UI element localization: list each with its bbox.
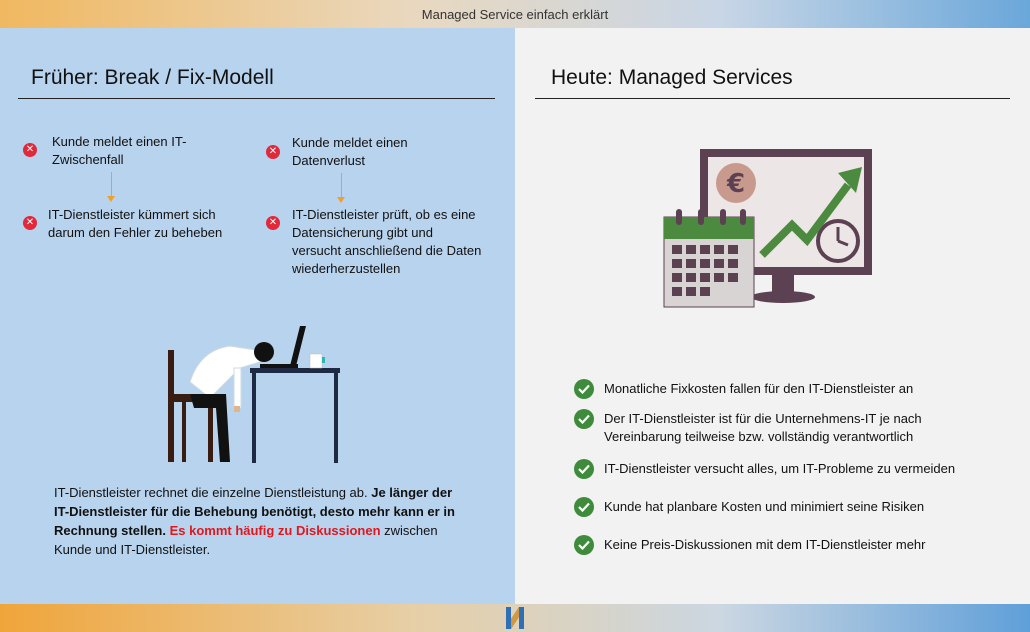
left-divider: [18, 98, 495, 99]
check-icon: [574, 409, 594, 429]
col2-item1: Kunde meldet einen Datenverlust: [292, 135, 408, 168]
check-icon: [574, 497, 594, 517]
check-icon: [574, 379, 594, 399]
arrow-down-icon: [341, 173, 342, 197]
right-divider: [535, 98, 1010, 99]
x-icon: ✕: [266, 216, 280, 230]
col2-item2: IT-Dienstleister prüft, ob es eine Datensicherung gibt und versucht anschließend die Daten wiederherzustellen: [292, 207, 482, 276]
check-item-5: Keine Preis-Diskussionen mit dem IT-Dienstleister mehr: [604, 537, 926, 552]
desc-bold: Je länger der IT-Dienstleister für die Behebung benötigt, desto mehr kann er in Rechnung stellen.: [54, 485, 455, 538]
col1-item1: Kunde meldet einen IT-Zwischenfall: [52, 134, 187, 167]
arrowhead-icon: [337, 197, 345, 203]
col1-item2: IT-Dienstleister kümmert sich darum den Fehler zu beheben: [48, 207, 223, 240]
left-heading: Früher: Break / Fix-Modell: [31, 66, 274, 89]
frustrated-worker-illustration: [160, 322, 340, 467]
monitor-calendar-illustration: [662, 145, 882, 315]
managed-services-panel: [515, 28, 1030, 604]
logo-icon: [503, 605, 527, 631]
x-icon: ✕: [23, 216, 37, 230]
check-icon: [574, 459, 594, 479]
x-icon: ✕: [266, 145, 280, 159]
check-item-2: Der IT-Dienstleister ist für die Unternehmens-IT je nach Vereinbarung teilweise bzw. vollständig verantwortlich: [604, 411, 922, 444]
x-icon: ✕: [23, 143, 37, 157]
euro-icon: €: [726, 169, 746, 199]
break-fix-description: [54, 483, 464, 559]
arrowhead-icon: [107, 196, 115, 202]
check-item-3: IT-Dienstleister versucht alles, um IT-Probleme zu vermeiden: [604, 461, 956, 476]
desc-highlight: Es kommt häufig zu Diskussionen: [165, 523, 381, 538]
check-icon: [574, 535, 594, 555]
check-item-4: Kunde hat planbare Kosten und minimiert seine Risiken: [604, 499, 925, 514]
right-heading: Heute: Managed Services: [551, 66, 793, 89]
title-bar: [0, 0, 1030, 28]
page-title: Managed Service einfach erklärt: [421, 6, 609, 22]
check-item-1: Monatliche Fixkosten fallen für den IT-Dienstleister an: [604, 381, 914, 396]
desc-part1: IT-Dienstleister rechnet die einzelne Dienstleistung ab.: [54, 485, 372, 500]
desc-part4: zwischen Kunde und IT-Dienstleister.: [54, 523, 438, 557]
arrow-down-icon: [111, 172, 112, 196]
